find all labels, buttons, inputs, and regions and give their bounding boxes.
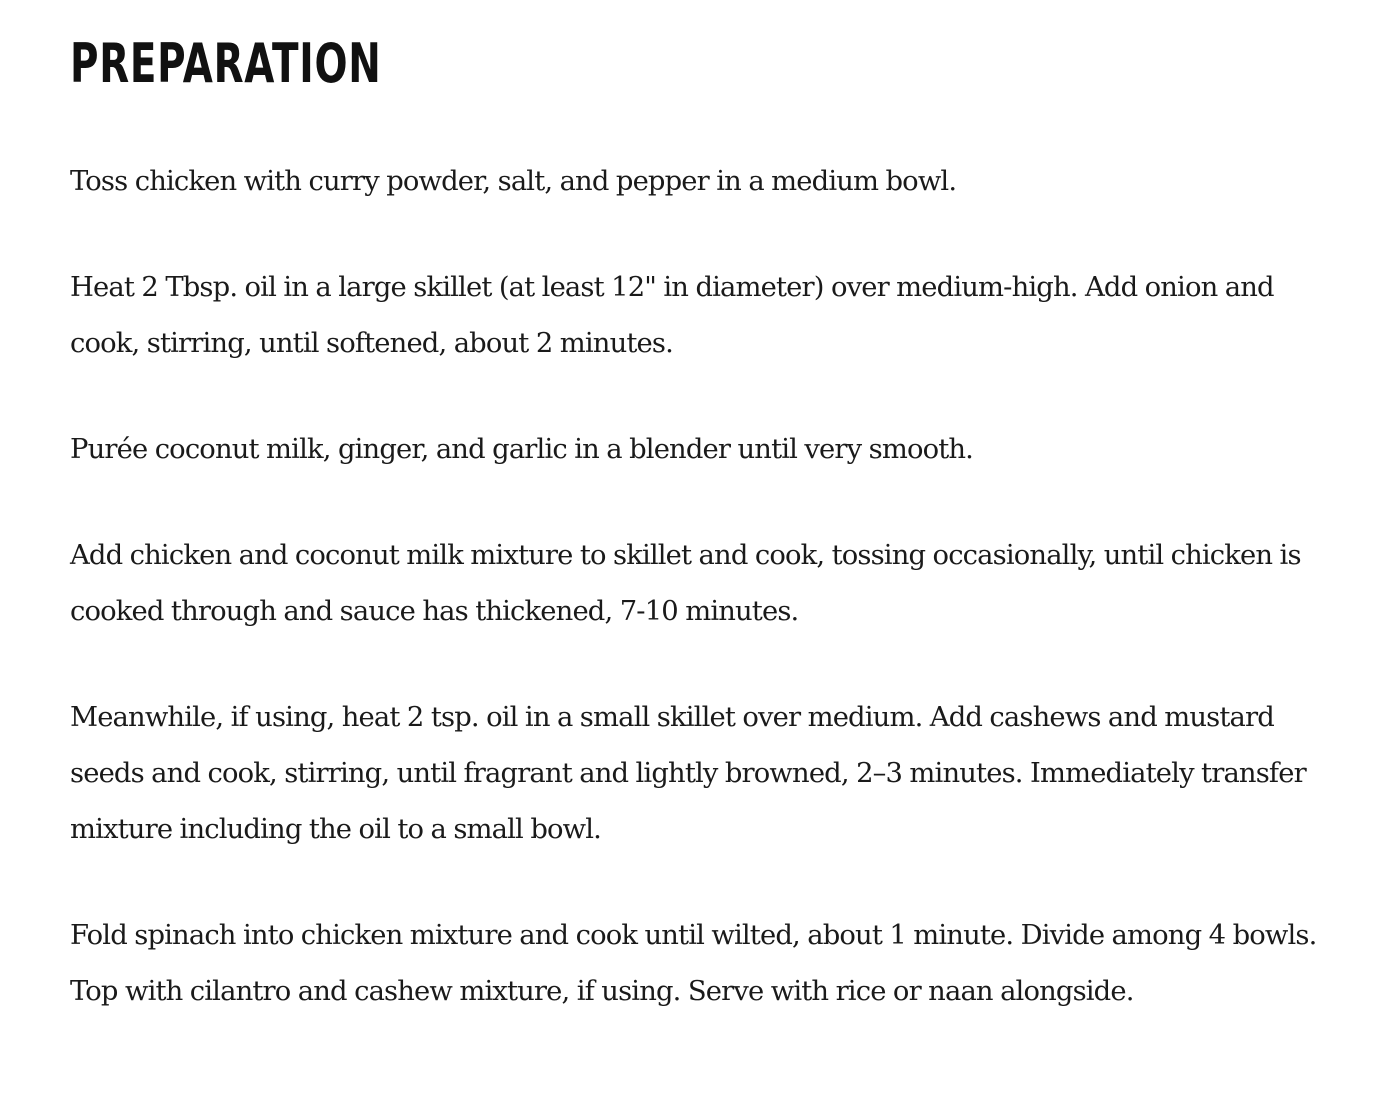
preparation-step: Purée coconut milk, ginger, and garlic in a blender until very smooth. [70, 434, 974, 465]
preparation-section [70, 26, 1350, 1020]
preparation-step: Heat 2 Tbsp. oil in a large skillet (at least 12" in diameter) over medium-high. Add onion and cook, stirring, until softened, about 2 minutes. [70, 272, 1274, 359]
preparation-step: Meanwhile, if using, heat 2 tsp. oil in a small skillet over medium. Add cashews and mustard seeds and cook, stirring, until fragrant and lightly browned, 2–3 minutes. Immediately transfer mixture including the oil to a small bowl. [70, 702, 1306, 845]
preparation-step: Fold spinach into chicken mixture and cook until wilted, about 1 minute. Divide among 4 bowls. Top with cilantro and cashew mixture, if using. Serve with rice or naan alongside. [70, 920, 1317, 1007]
preparation-step: Toss chicken with curry powder, salt, and pepper in a medium bowl. [70, 166, 957, 197]
section-heading: PREPARATION [70, 32, 382, 95]
preparation-steps [70, 154, 1350, 1020]
preparation-step: Add chicken and coconut milk mixture to skillet and cook, tossing occasionally, until chicken is cooked through and sauce has thickened, 7-10 minutes. [70, 540, 1301, 627]
